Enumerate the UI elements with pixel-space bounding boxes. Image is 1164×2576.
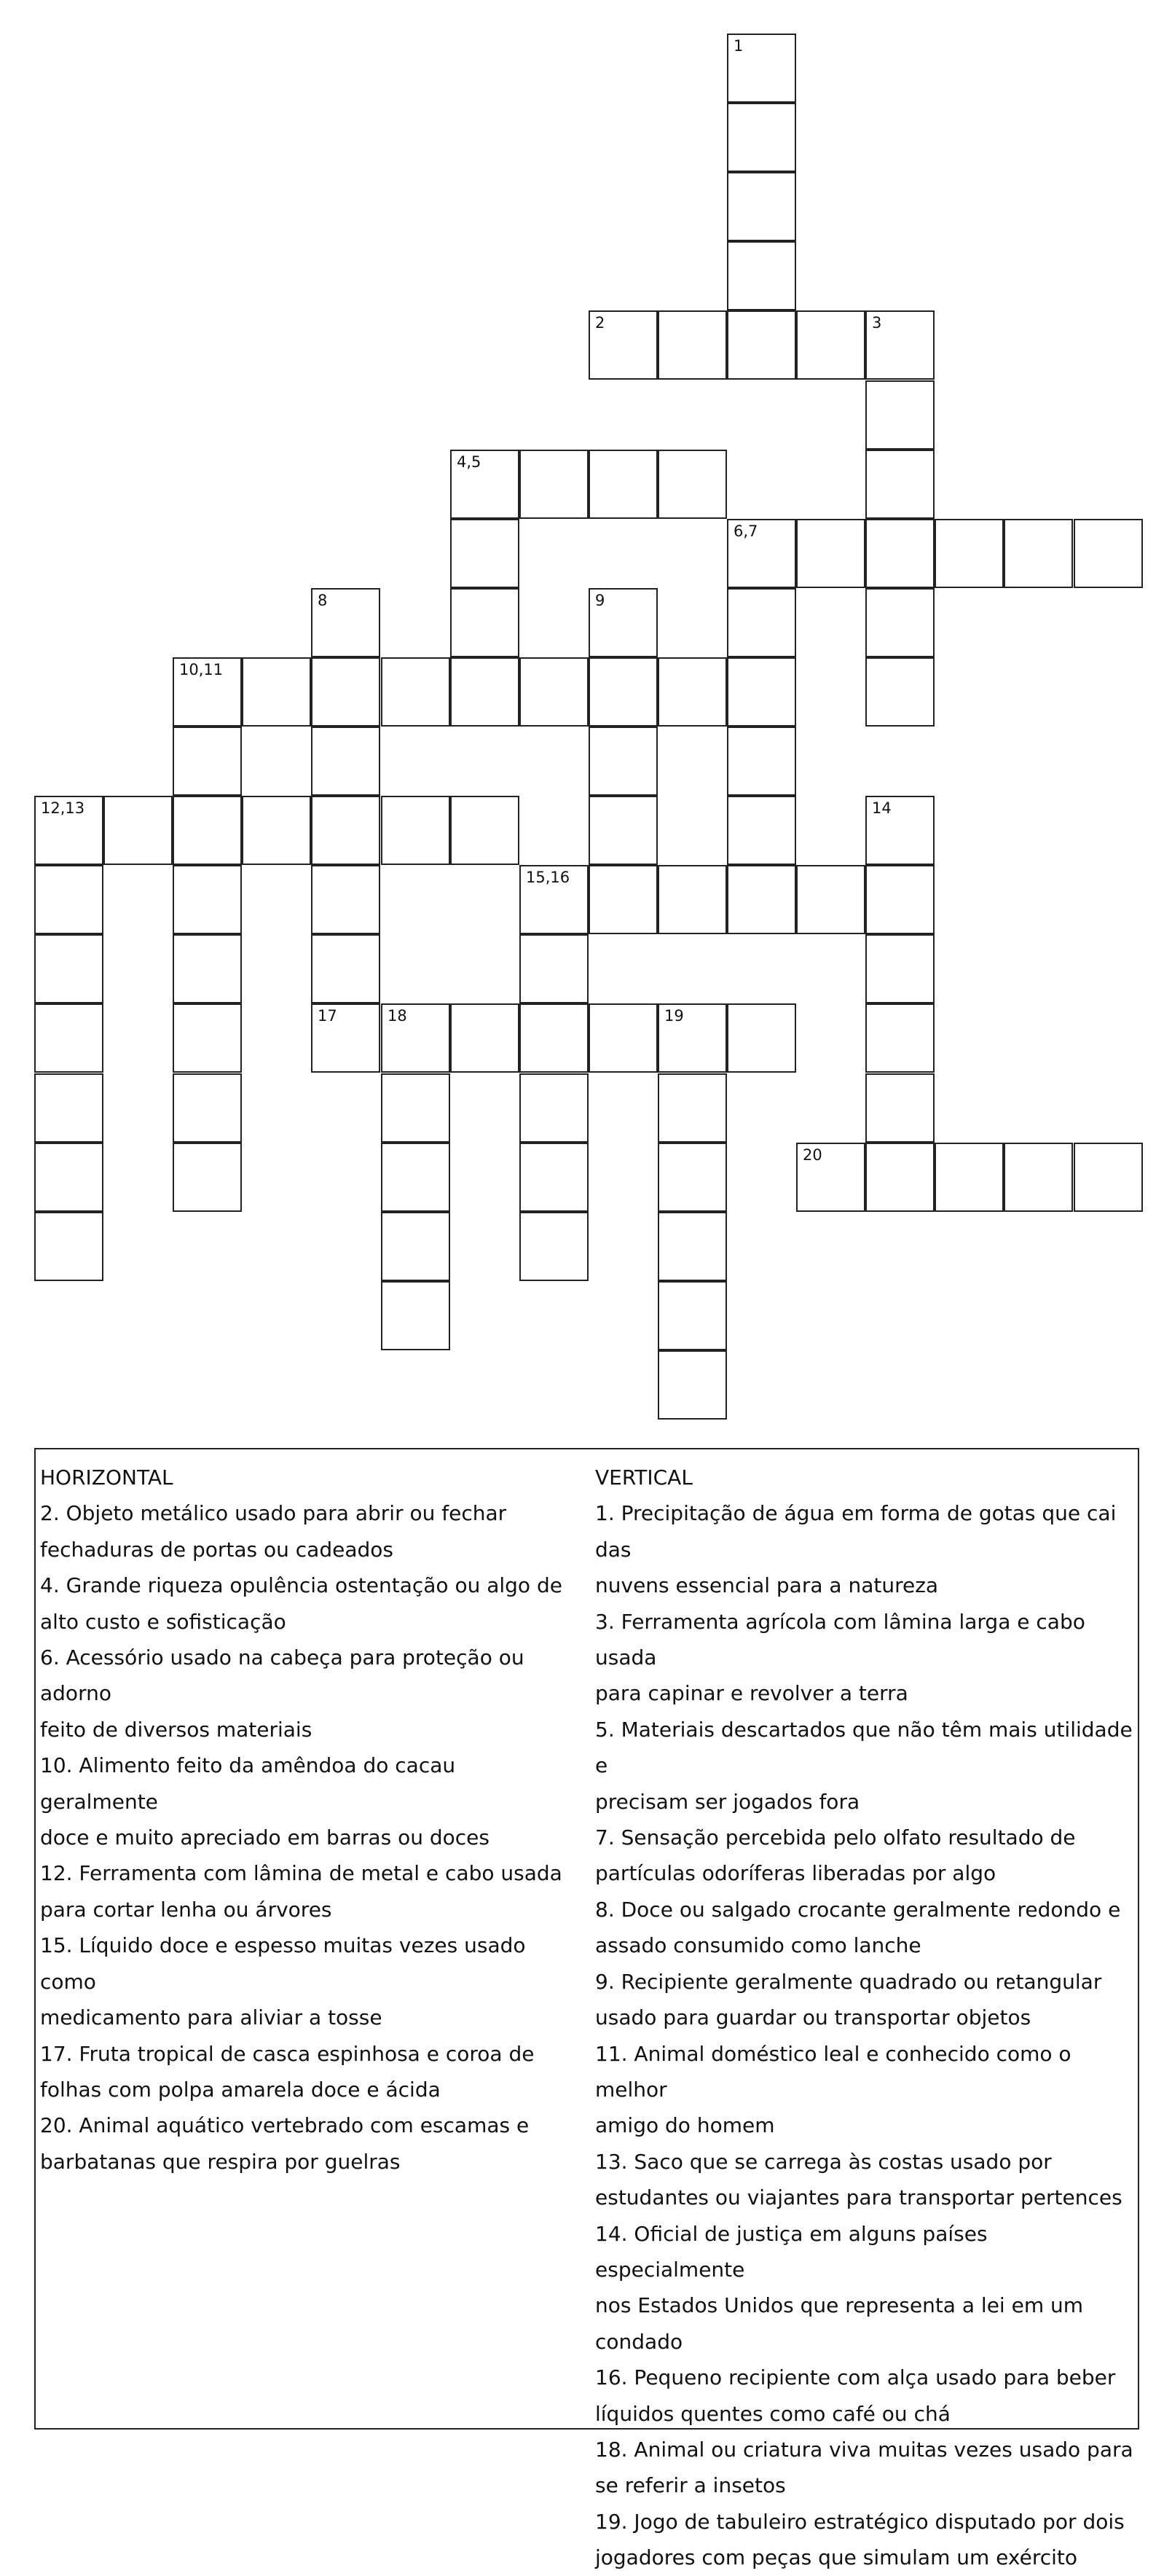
clue-line: líquidos quentes como café ou chá [595, 2401, 951, 2426]
clue-line: doce e muito apreciado em barras ou doces [40, 1825, 489, 1850]
grid-cell[interactable] [727, 796, 796, 865]
grid-cell[interactable] [173, 796, 242, 865]
grid-cell[interactable] [381, 1073, 450, 1143]
grid-cell[interactable] [242, 657, 311, 727]
clue-line: 15. Líquido doce e espesso muitas vezes usado como [40, 1933, 526, 1994]
grid-cell[interactable] [658, 1281, 727, 1350]
grid-cell[interactable] [727, 727, 796, 796]
grid-cell[interactable] [589, 796, 658, 865]
grid-cell[interactable] [796, 519, 865, 588]
clue-number: 14 [872, 799, 892, 817]
clue-number: 10,11 [179, 661, 224, 678]
clue-line: partículas odoríferas liberadas por algo [595, 1861, 996, 1886]
clue-number: 3 [872, 314, 882, 332]
grid-cell[interactable] [796, 865, 865, 934]
clue-number: 2 [595, 314, 605, 332]
grid-cell[interactable] [173, 727, 242, 796]
clue-number: 4,5 [457, 453, 481, 471]
clue-line: para capinar e revolver a terra [595, 1681, 908, 1706]
grid-cell[interactable] [34, 865, 103, 934]
grid-cell[interactable] [34, 1212, 103, 1281]
grid-cell[interactable] [865, 865, 935, 934]
clue-line: 8. Doce ou salgado crocante geralmente redondo e [595, 1897, 1121, 1922]
grid-cell[interactable] [173, 865, 242, 934]
clue-number: 15,16 [526, 869, 570, 886]
grid-cell[interactable] [311, 1003, 380, 1073]
clue-line: 7. Sensação percebida pelo olfato resultado de [595, 1825, 1076, 1850]
clues-panel [34, 1448, 1139, 2570]
clue-line: alto custo e sofisticação [40, 1609, 286, 1634]
grid-cell[interactable] [658, 1212, 727, 1281]
grid-cell[interactable] [311, 727, 380, 796]
grid-cell[interactable] [658, 450, 727, 519]
grid-cell[interactable] [935, 519, 1004, 588]
clue-line: 9. Recipiente geralmente quadrado ou retangular [595, 1969, 1102, 1994]
grid-cell[interactable] [450, 450, 519, 519]
clue-line: se referir a insetos [595, 2473, 786, 2498]
grid-cell[interactable] [1004, 1143, 1073, 1212]
grid-cell[interactable] [311, 865, 380, 934]
clue-line: feito de diversos materiais [40, 1717, 312, 1742]
clue-number: 18 [388, 1007, 407, 1025]
clue-line: estudantes ou viajantes para transportar pertences [595, 2185, 1122, 2210]
grid-cell[interactable] [311, 588, 380, 657]
clue-line: 5. Materiais descartados que não têm mais utilidade e [595, 1717, 1133, 1778]
clue-number: 20 [803, 1146, 822, 1164]
clue-line: 14. Oficial de justiça em alguns países especialmente [595, 2221, 988, 2282]
horizontal-clues [40, 1460, 575, 2180]
grid-cell[interactable] [450, 657, 519, 727]
clue-line: folhas com polpa amarela doce e ácida [40, 2077, 441, 2102]
grid-cell[interactable] [311, 934, 380, 1003]
grid-cell[interactable] [1004, 519, 1073, 588]
clue-line: 17. Fruta tropical de casca espinhosa e coroa de [40, 2041, 535, 2066]
grid-cell[interactable] [658, 310, 727, 380]
grid-cell[interactable] [589, 450, 658, 519]
grid-cell[interactable] [658, 1073, 727, 1143]
grid-cell[interactable] [727, 657, 796, 727]
clue-line: usado para guardar ou transportar objetos [595, 2005, 1031, 2030]
clue-line: 10. Alimento feito da amêndoa do cacau geralmente [40, 1753, 456, 1814]
grid-cell[interactable] [589, 865, 658, 934]
grid-cell[interactable] [658, 1350, 727, 1420]
grid-cell[interactable] [658, 1143, 727, 1212]
clue-number: 9 [595, 592, 605, 609]
grid-cell[interactable] [381, 796, 450, 865]
grid-cell[interactable] [34, 1143, 103, 1212]
grid-cell[interactable] [381, 1003, 450, 1073]
clue-number: 8 [318, 592, 328, 609]
clue-line: 18. Animal ou criatura viva muitas vezes usado para [595, 2437, 1133, 2462]
clue-line: 16. Pequeno recipiente com alça usado para beber [595, 2365, 1116, 2390]
vertical-heading: VERTICAL [595, 1465, 693, 1489]
clue-line: para cortar lenha ou árvores [40, 1897, 332, 1922]
grid-cell[interactable] [519, 865, 589, 934]
grid-cell[interactable] [865, 1003, 935, 1073]
clue-line: 6. Acessório usado na cabeça para proteção ou adorno [40, 1645, 524, 1706]
grid-cell[interactable] [242, 796, 311, 865]
clue-line: 13. Saco que se carrega às costas usado por [595, 2149, 1052, 2174]
grid-cell[interactable] [589, 588, 658, 657]
grid-cell[interactable] [727, 34, 796, 103]
clue-line: 3. Ferramenta agrícola com lâmina larga e cabo usada [595, 1609, 1085, 1670]
clue-line: jogadores com peças que simulam um exército [595, 2545, 1078, 2570]
grid-cell[interactable] [865, 934, 935, 1003]
grid-cell[interactable] [796, 310, 865, 380]
grid-cell[interactable] [173, 934, 242, 1003]
clue-line: nuvens essencial para a natureza [595, 1573, 939, 1598]
grid-cell[interactable] [173, 1073, 242, 1143]
grid-cell[interactable] [589, 310, 658, 380]
grid-cell[interactable] [519, 1073, 589, 1143]
clue-line: 4. Grande riqueza opulência ostentação ou algo de [40, 1573, 562, 1598]
grid-cell[interactable] [865, 310, 935, 380]
clue-number: 6,7 [734, 522, 758, 540]
clue-line: 20. Animal aquático vertebrado com escamas e [40, 2113, 530, 2138]
grid-cell[interactable] [935, 1143, 1004, 1212]
grid-cell[interactable] [1074, 1143, 1143, 1212]
clue-line: 1. Precipitação de água em forma de gotas que cai das [595, 1501, 1117, 1562]
clue-line: nos Estados Unidos que representa a lei em um [595, 2293, 1084, 2318]
clue-number: 17 [318, 1007, 337, 1025]
vertical-clues [595, 1460, 1138, 2576]
grid-cell[interactable] [381, 1212, 450, 1281]
grid-cell[interactable] [1074, 519, 1143, 588]
grid-cell[interactable] [727, 310, 796, 380]
clue-line: 12. Ferramenta com lâmina de metal e cabo usada [40, 1861, 562, 1886]
clue-number: 19 [664, 1007, 684, 1025]
clue-line: amigo do homem [595, 2113, 775, 2138]
clue-line: 11. Animal doméstico leal e conhecido como o melhor [595, 2041, 1071, 2102]
grid-cell[interactable] [381, 1281, 450, 1350]
clue-line: condado [595, 2329, 683, 2354]
grid-cell[interactable] [796, 1143, 865, 1212]
grid-cell[interactable] [173, 1003, 242, 1073]
grid-cell[interactable] [173, 657, 242, 727]
grid-cell[interactable] [865, 1143, 935, 1212]
grid-cell[interactable] [658, 657, 727, 727]
grid-cell[interactable] [519, 1212, 589, 1281]
grid-cell[interactable] [311, 796, 380, 865]
grid-cell[interactable] [450, 796, 519, 865]
clue-line: precisam ser jogados fora [595, 1789, 860, 1814]
grid-cell[interactable] [727, 865, 796, 934]
grid-cell[interactable] [727, 103, 796, 172]
grid-cell[interactable] [865, 796, 935, 865]
clue-line: 2. Objeto metálico usado para abrir ou fechar [40, 1501, 507, 1526]
grid-cell[interactable] [658, 865, 727, 934]
grid-cell[interactable] [450, 588, 519, 657]
horizontal-heading: HORIZONTAL [40, 1465, 173, 1489]
grid-cell[interactable] [311, 657, 380, 727]
clue-line: fechaduras de portas ou cadeados [40, 1537, 393, 1562]
grid-cell[interactable] [450, 1003, 519, 1073]
grid-cell[interactable] [381, 657, 450, 727]
grid-cell[interactable] [727, 172, 796, 241]
grid-cell[interactable] [34, 796, 103, 865]
grid-cell[interactable] [727, 1003, 796, 1073]
grid-cell[interactable] [658, 1003, 727, 1073]
clue-line: assado consumido como lanche [595, 1933, 921, 1958]
grid-cell[interactable] [865, 519, 935, 588]
grid-cell[interactable] [589, 727, 658, 796]
grid-cell[interactable] [450, 519, 519, 588]
grid-cell[interactable] [34, 934, 103, 1003]
grid-cell[interactable] [34, 1073, 103, 1143]
grid-cell[interactable] [34, 1003, 103, 1073]
grid-cell[interactable] [865, 450, 935, 519]
grid-cell[interactable] [519, 657, 589, 727]
clue-number: 1 [734, 37, 744, 55]
grid-cell[interactable] [519, 1143, 589, 1212]
grid-cell[interactable] [865, 657, 935, 727]
grid-cell[interactable] [519, 934, 589, 1003]
grid-cell[interactable] [519, 1003, 589, 1073]
clue-line: 19. Jogo de tabuleiro estratégico disputado por dois [595, 2509, 1125, 2534]
grid-cell[interactable] [381, 1143, 450, 1212]
grid-cell[interactable] [727, 519, 796, 588]
clue-line: medicamento para aliviar a tosse [40, 2005, 382, 2030]
grid-cell[interactable] [727, 241, 796, 310]
grid-cell[interactable] [727, 588, 796, 657]
grid-cell[interactable] [589, 657, 658, 727]
grid-cell[interactable] [103, 796, 173, 865]
grid-cell[interactable] [173, 1143, 242, 1212]
grid-cell[interactable] [865, 588, 935, 657]
grid-cell[interactable] [865, 380, 935, 450]
grid-cell[interactable] [519, 450, 589, 519]
grid-cell[interactable] [589, 1003, 658, 1073]
clue-number: 12,13 [41, 799, 85, 817]
clue-line: barbatanas que respira por guelras [40, 2149, 401, 2174]
grid-cell[interactable] [865, 1073, 935, 1143]
